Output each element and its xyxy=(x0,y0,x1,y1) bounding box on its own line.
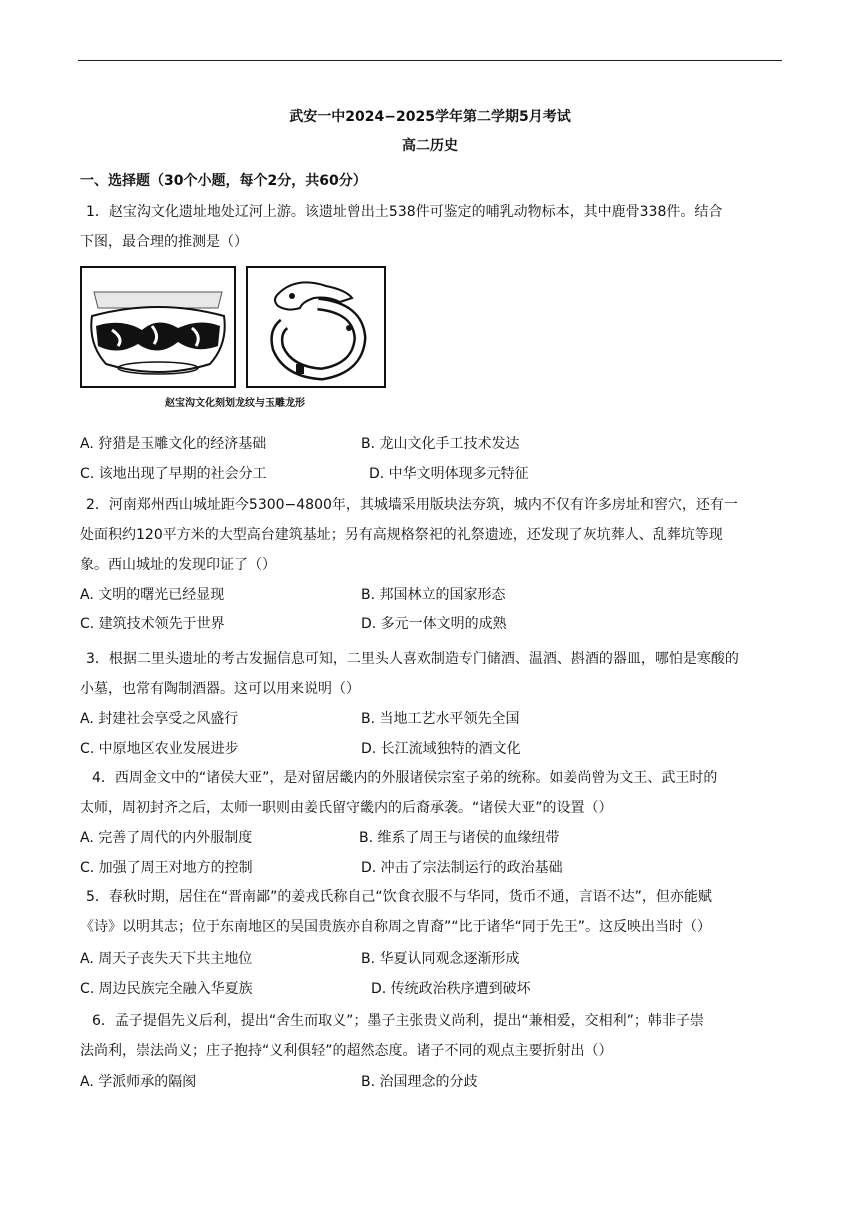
question-4-option-b[interactable]: B. 维系了周王与诸侯的血缘纽带 xyxy=(359,830,560,846)
question-4-line-1: 4．西周金文中的“诸侯大亚”，是对留居畿内的外服诸侯宗室子弟的统称。如姜尚曾为文王、武王时的 xyxy=(92,770,718,786)
subject-title: 高二历史 xyxy=(402,138,458,154)
question-4-line-2: 太师，周初封齐之后，太师一职则由姜氏留守畿内的后裔承袭。“诸侯大亚”的设置（） xyxy=(80,800,613,816)
question-4-option-a[interactable]: A. 完善了周代的内外服制度 xyxy=(80,830,253,846)
question-3-option-d[interactable]: D. 长江流域独特的酒文化 xyxy=(361,741,521,757)
question-2-option-a[interactable]: A. 文明的曙光已经显现 xyxy=(80,587,225,603)
question-4-option-d[interactable]: D. 冲击了宗法制运行的政治基础 xyxy=(361,860,563,876)
figure-caption: 赵宝沟文化刻划龙纹与玉雕龙形 xyxy=(165,398,305,409)
question-1-option-c[interactable]: C. 该地出现了早期的社会分工 xyxy=(80,466,267,482)
question-6-option-a[interactable]: A. 学派师承的隔阂 xyxy=(80,1074,197,1090)
exam-title: 武安一中2024−2025学年第二学期5月考试 xyxy=(289,109,571,125)
question-5-option-b[interactable]: B. 华夏认同观念逐渐形成 xyxy=(361,951,520,967)
question-2-line-2: 处面积约120平方米的大型高台建筑基址；另有高规格祭祀的礼祭遗迹，还发现了灰坑葬人、乱葬坑等现 xyxy=(80,527,723,543)
question-6-line-1: 6．孟子提倡先义后利，提出“舍生而取义”；墨子主张贵义尚利，提出“兼相爱，交相利”；韩非子崇 xyxy=(92,1013,704,1029)
question-2-line-3: 象。西山城址的发现印证了（） xyxy=(80,557,276,573)
question-1-line-1: 1．赵宝沟文化遗址地处辽河上游。该遗址曾出土538件可鉴定的哺乳动物标本，其中鹿骨338件。结合 xyxy=(86,204,723,220)
question-2-option-d[interactable]: D. 多元一体文明的成熟 xyxy=(361,616,507,632)
question-5-option-a[interactable]: A. 周天子丧失天下共主地位 xyxy=(80,951,253,967)
question-2-option-c[interactable]: C. 建筑技术领先于世界 xyxy=(80,616,225,632)
question-3-option-b[interactable]: B. 当地工艺水平领先全国 xyxy=(361,711,520,727)
question-2-line-1: 2．河南郑州西山城址距今5300−4800年，其城墙采用版块法夯筑，城内不仅有许多房址和窖穴，还有一 xyxy=(86,497,738,513)
question-6-option-b[interactable]: B. 治国理念的分歧 xyxy=(361,1074,478,1090)
question-5-option-c[interactable]: C. 周边民族完全融入华夏族 xyxy=(80,981,253,997)
question-4-option-c[interactable]: C. 加强了周王对地方的控制 xyxy=(80,860,253,876)
question-5-line-2: 《诗》以明其志；位于东南地区的吴国贵族亦自称周之胄裔”“比于诸华“同于先王”。这反映出当时（） xyxy=(80,919,712,935)
top-rule xyxy=(78,60,782,61)
question-5-option-d[interactable]: D. 传统政治秩序遭到破坏 xyxy=(371,981,531,997)
dragon-pattern-pot-image xyxy=(80,266,236,388)
question-1-figure xyxy=(80,262,390,414)
question-1-option-d[interactable]: D. 中华文明体现多元特征 xyxy=(369,466,529,482)
jade-dragon-image xyxy=(246,266,386,388)
question-3-line-1: 3．根据二里头遗址的考古发掘信息可知，二里头人喜欢制造专门储酒、温酒、斟酒的器皿，哪怕是寒酸的 xyxy=(86,651,739,667)
question-1-line-2: 下图，最合理的推测是（） xyxy=(80,234,248,250)
question-3-option-a[interactable]: A. 封建社会享受之风盛行 xyxy=(80,711,239,727)
question-3-option-c[interactable]: C. 中原地区农业发展进步 xyxy=(80,741,239,757)
question-6-line-2: 法尚利，崇法尚义；庄子抱持“义利俱轻”的超然态度。诸子不同的观点主要折射出（） xyxy=(80,1043,613,1059)
section-heading: 一、选择题（30个小题，每个2分，共60分） xyxy=(80,173,367,189)
question-3-line-2: 小墓，也常有陶制酒器。这可以用来说明（） xyxy=(80,681,360,697)
question-2-option-b[interactable]: B. 邦国林立的国家形态 xyxy=(361,587,506,603)
question-1-option-b[interactable]: B. 龙山文化手工技术发达 xyxy=(361,436,520,452)
question-1-option-a[interactable]: A. 狩猎是玉雕文化的经济基础 xyxy=(80,436,267,452)
question-5-line-1: 5．春秋时期，居住在“晋南鄙”的姜戎氏称自己“饮食衣服不与华同，货币不通，言语不达”，但亦能赋 xyxy=(86,889,712,905)
